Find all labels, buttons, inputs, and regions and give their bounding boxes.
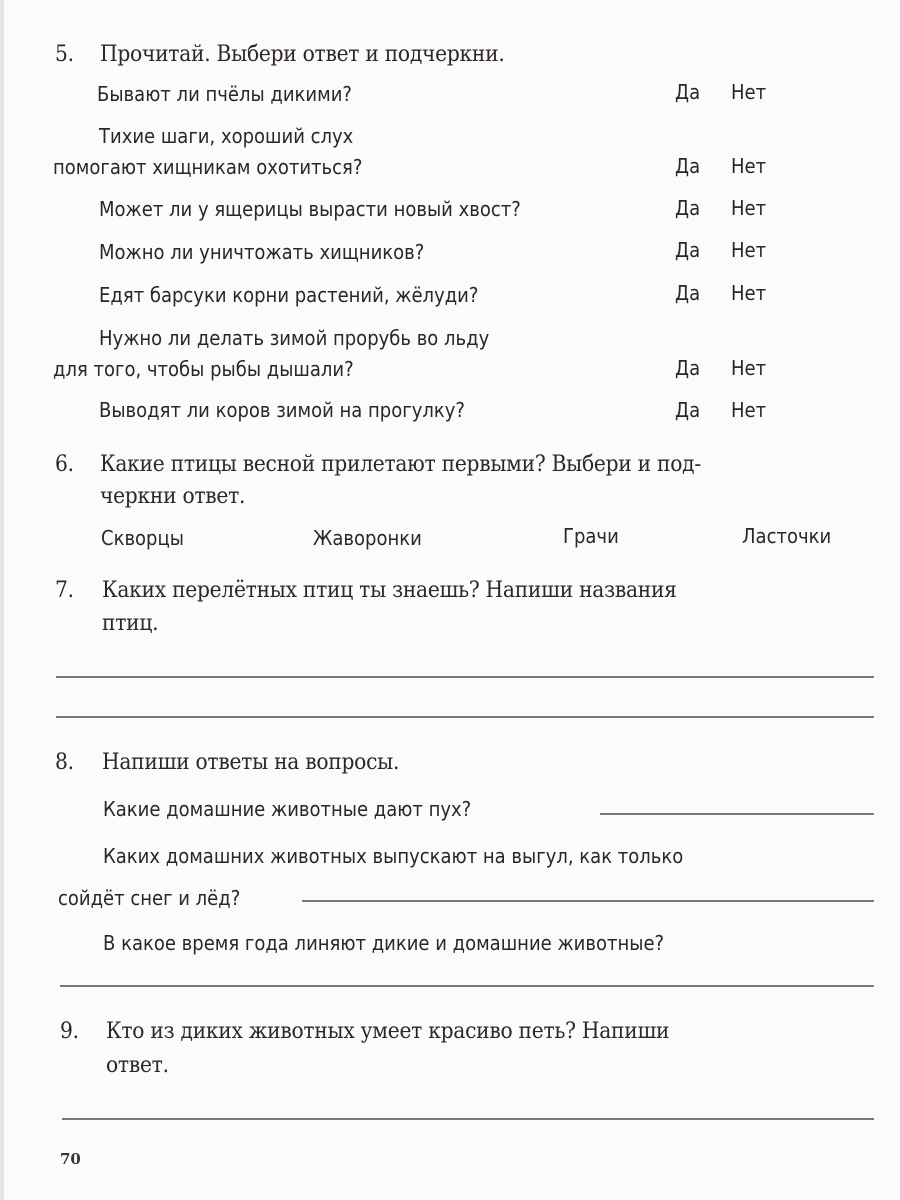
answer-line[interactable] [60, 985, 874, 987]
option-rooks[interactable]: Грачи [563, 524, 619, 548]
task-title: Прочитай. Выбери ответ и подчеркни. [100, 42, 505, 67]
question-text: Тихие шаги, хороший слух [99, 124, 354, 148]
question-text: Каких домашних животных выпускают на выгул, как только [103, 844, 684, 868]
task-title-cont: ответ. [106, 1053, 169, 1078]
answer-no[interactable]: Нет [731, 154, 767, 178]
page-number: 70 [60, 1150, 81, 1168]
answer-yes[interactable]: Да [675, 238, 701, 262]
task-title: Напиши ответы на вопросы. [102, 750, 400, 775]
answer-line[interactable] [56, 676, 874, 678]
task-number: 9. [60, 1019, 79, 1044]
task-title-cont: птиц. [102, 611, 159, 636]
answer-yes[interactable]: Да [675, 196, 701, 220]
answer-yes[interactable]: Да [675, 281, 701, 305]
answer-yes[interactable]: Да [675, 80, 701, 104]
task-title: Каких перелётных птиц ты знаешь? Напиши названия [102, 578, 677, 603]
question-text: В какое время года линяют дикие и домашние животные? [103, 931, 665, 955]
answer-no[interactable]: Нет [731, 238, 767, 262]
question-text: Может ли у ящерицы вырасти новый хвост? [99, 197, 521, 221]
answer-line[interactable] [62, 1118, 874, 1120]
answer-no[interactable]: Нет [731, 356, 767, 380]
answer-yes[interactable]: Да [675, 154, 701, 178]
answer-no[interactable]: Нет [731, 398, 767, 422]
page-edge [0, 0, 4, 1200]
task-number: 5. [55, 42, 74, 67]
question-text: Едят барсуки корни растений, жёлуди? [99, 283, 479, 307]
answer-no[interactable]: Нет [731, 281, 767, 305]
answer-line[interactable] [302, 900, 874, 902]
answer-line[interactable] [600, 813, 874, 815]
answer-yes[interactable]: Да [675, 356, 701, 380]
question-text: Бывают ли пчёлы дикими? [97, 82, 352, 106]
question-text-cont: сойдёт снег и лёд? [58, 886, 241, 910]
answer-line[interactable] [56, 716, 874, 718]
question-text-cont: помогают хищникам охотиться? [53, 155, 363, 179]
task-title: Какие птицы весной прилетают первыми? Выбери и под- [100, 452, 701, 477]
option-starlings[interactable]: Скворцы [101, 526, 184, 550]
task-title-cont: черкни ответ. [100, 484, 246, 509]
question-text: Какие домашние животные дают пух? [103, 797, 472, 821]
question-text: Выводят ли коров зимой на прогулку? [99, 398, 465, 422]
option-swallows[interactable]: Ласточки [742, 524, 832, 548]
answer-no[interactable]: Нет [731, 196, 767, 220]
option-larks[interactable]: Жаворонки [313, 526, 422, 550]
task-title: Кто из диких животных умеет красиво петь? Напиши [106, 1019, 670, 1044]
answer-yes[interactable]: Да [675, 398, 701, 422]
task-number: 8. [55, 750, 74, 775]
question-text-cont: для того, чтобы рыбы дышали? [53, 357, 354, 381]
question-text: Можно ли уничтожать хищников? [99, 240, 425, 264]
answer-no[interactable]: Нет [731, 80, 767, 104]
task-number: 7. [55, 578, 74, 603]
question-text: Нужно ли делать зимой прорубь во льду [99, 326, 490, 350]
task-number: 6. [55, 452, 74, 477]
